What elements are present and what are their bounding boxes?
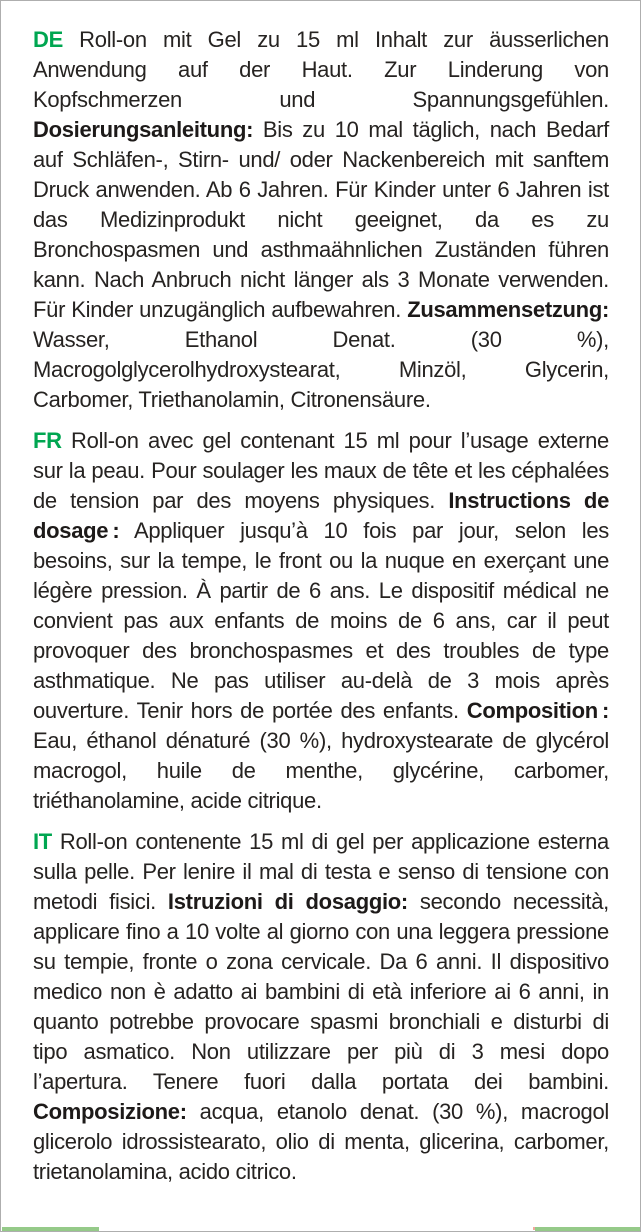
intro-text-it: Roll-on contenente 15 ml di gel per applicazione esterna sulla pelle. Per lenire il mal di testa e senso di tensione con metodi fisici. [33,829,609,914]
fold-mark-left [2,1227,99,1231]
dosage-text-fr: Appliquer jusqu’à 10 fois par jour, selon les besoins, sur la tempe, le front ou la nuque en exerçant une légère pression. À partir de 6 ans. Le dispositif médical ne convient pas aux enfants de moins de 6 ans, car il peut provoquer des bronchospasmes et des troubles de type asthmatique. Ne pas utiliser au-delà de 3 mois après ouverture. Tenir hors de portée des enfants. [33,518,609,723]
label-section-fr [33,426,609,816]
composition-text-fr: Eau, éthanol dénaturé (30 %), hydroxystearate de glycérol macrogol, huile de menthe, glycérine, carbomer, triéthanolamine, acide citrique. [33,728,609,813]
fold-mark-right [535,1227,640,1231]
composition-heading-de: Zusammensetzung: [407,297,609,322]
dosage-text-de: Bis zu 10 mal täglich, nach Bedarf auf Schläfen-, Stirn- und/ oder Nackenbereich mit sanftem Druck anwenden. Ab 6 Jahren. Für Kinder unter 6 Jahren ist das Medizinprodukt nicht geeignet, da es zu Bronchospasmen und asthmaähnlichen Zuständen führen kann. Nach Anbruch nicht länger als 3 Monate verwenden. Für Kinder unzugänglich aufbewahren. [33,117,609,322]
lang-code-it: IT [33,829,52,854]
dosage-heading-it: Istruzioni di dosaggio: [167,889,408,914]
composition-heading-fr: Composition : [466,698,609,723]
intro-text-de: Roll-on mit Gel zu 15 ml Inhalt zur äusserlichen Anwendung auf der Haut. Zur Linderung von Kopfschmerzen und Spannungsgefühlen. [33,27,609,112]
composition-heading-it: Composizione: [33,1099,187,1124]
intro-text-fr: Roll-on avec gel contenant 15 ml pour l’usage externe sur la peau. Pour soulager les maux de tête et les céphalées de tension par des moyens physiques. [33,428,609,513]
dosage-text-it: secondo necessità, applicare fino a 10 volte al giorno con una leggera pressione su tempie, fronte o zona cervicale. Da 6 anni. Il dispositivo medico non è adatto ai bambini di età inferiore ai 6 anni, in quanto potrebbe provocare spasmi bronchiali e disturbi di tipo asmatico. Non utilizzare per più di 3 mesi dopo l’apertura. Tenere fuori dalla portata dei bambini. [33,889,609,1094]
composition-text-it: acqua, etanolo denat. (30 %), macrogol glicerolo idrossistearato, olio di menta, glicerina, carbomer, trietanolamina, acido citrico. [33,1099,609,1184]
label-section-de [33,25,609,415]
lang-code-de: DE [33,27,63,52]
composition-text-de: Wasser, Ethanol Denat. (30 %), Macrogolglycerolhydroxystearat, Minzöl, Glycerin, Carbomer, Triethanolamin, Citronensäure. [33,327,609,412]
dosage-heading-de: Dosierungsanleitung: [33,117,254,142]
lang-code-fr: FR [33,428,62,453]
dosage-heading-fr: Instructions de dosage : [33,488,610,543]
label-section-it [33,827,609,1187]
